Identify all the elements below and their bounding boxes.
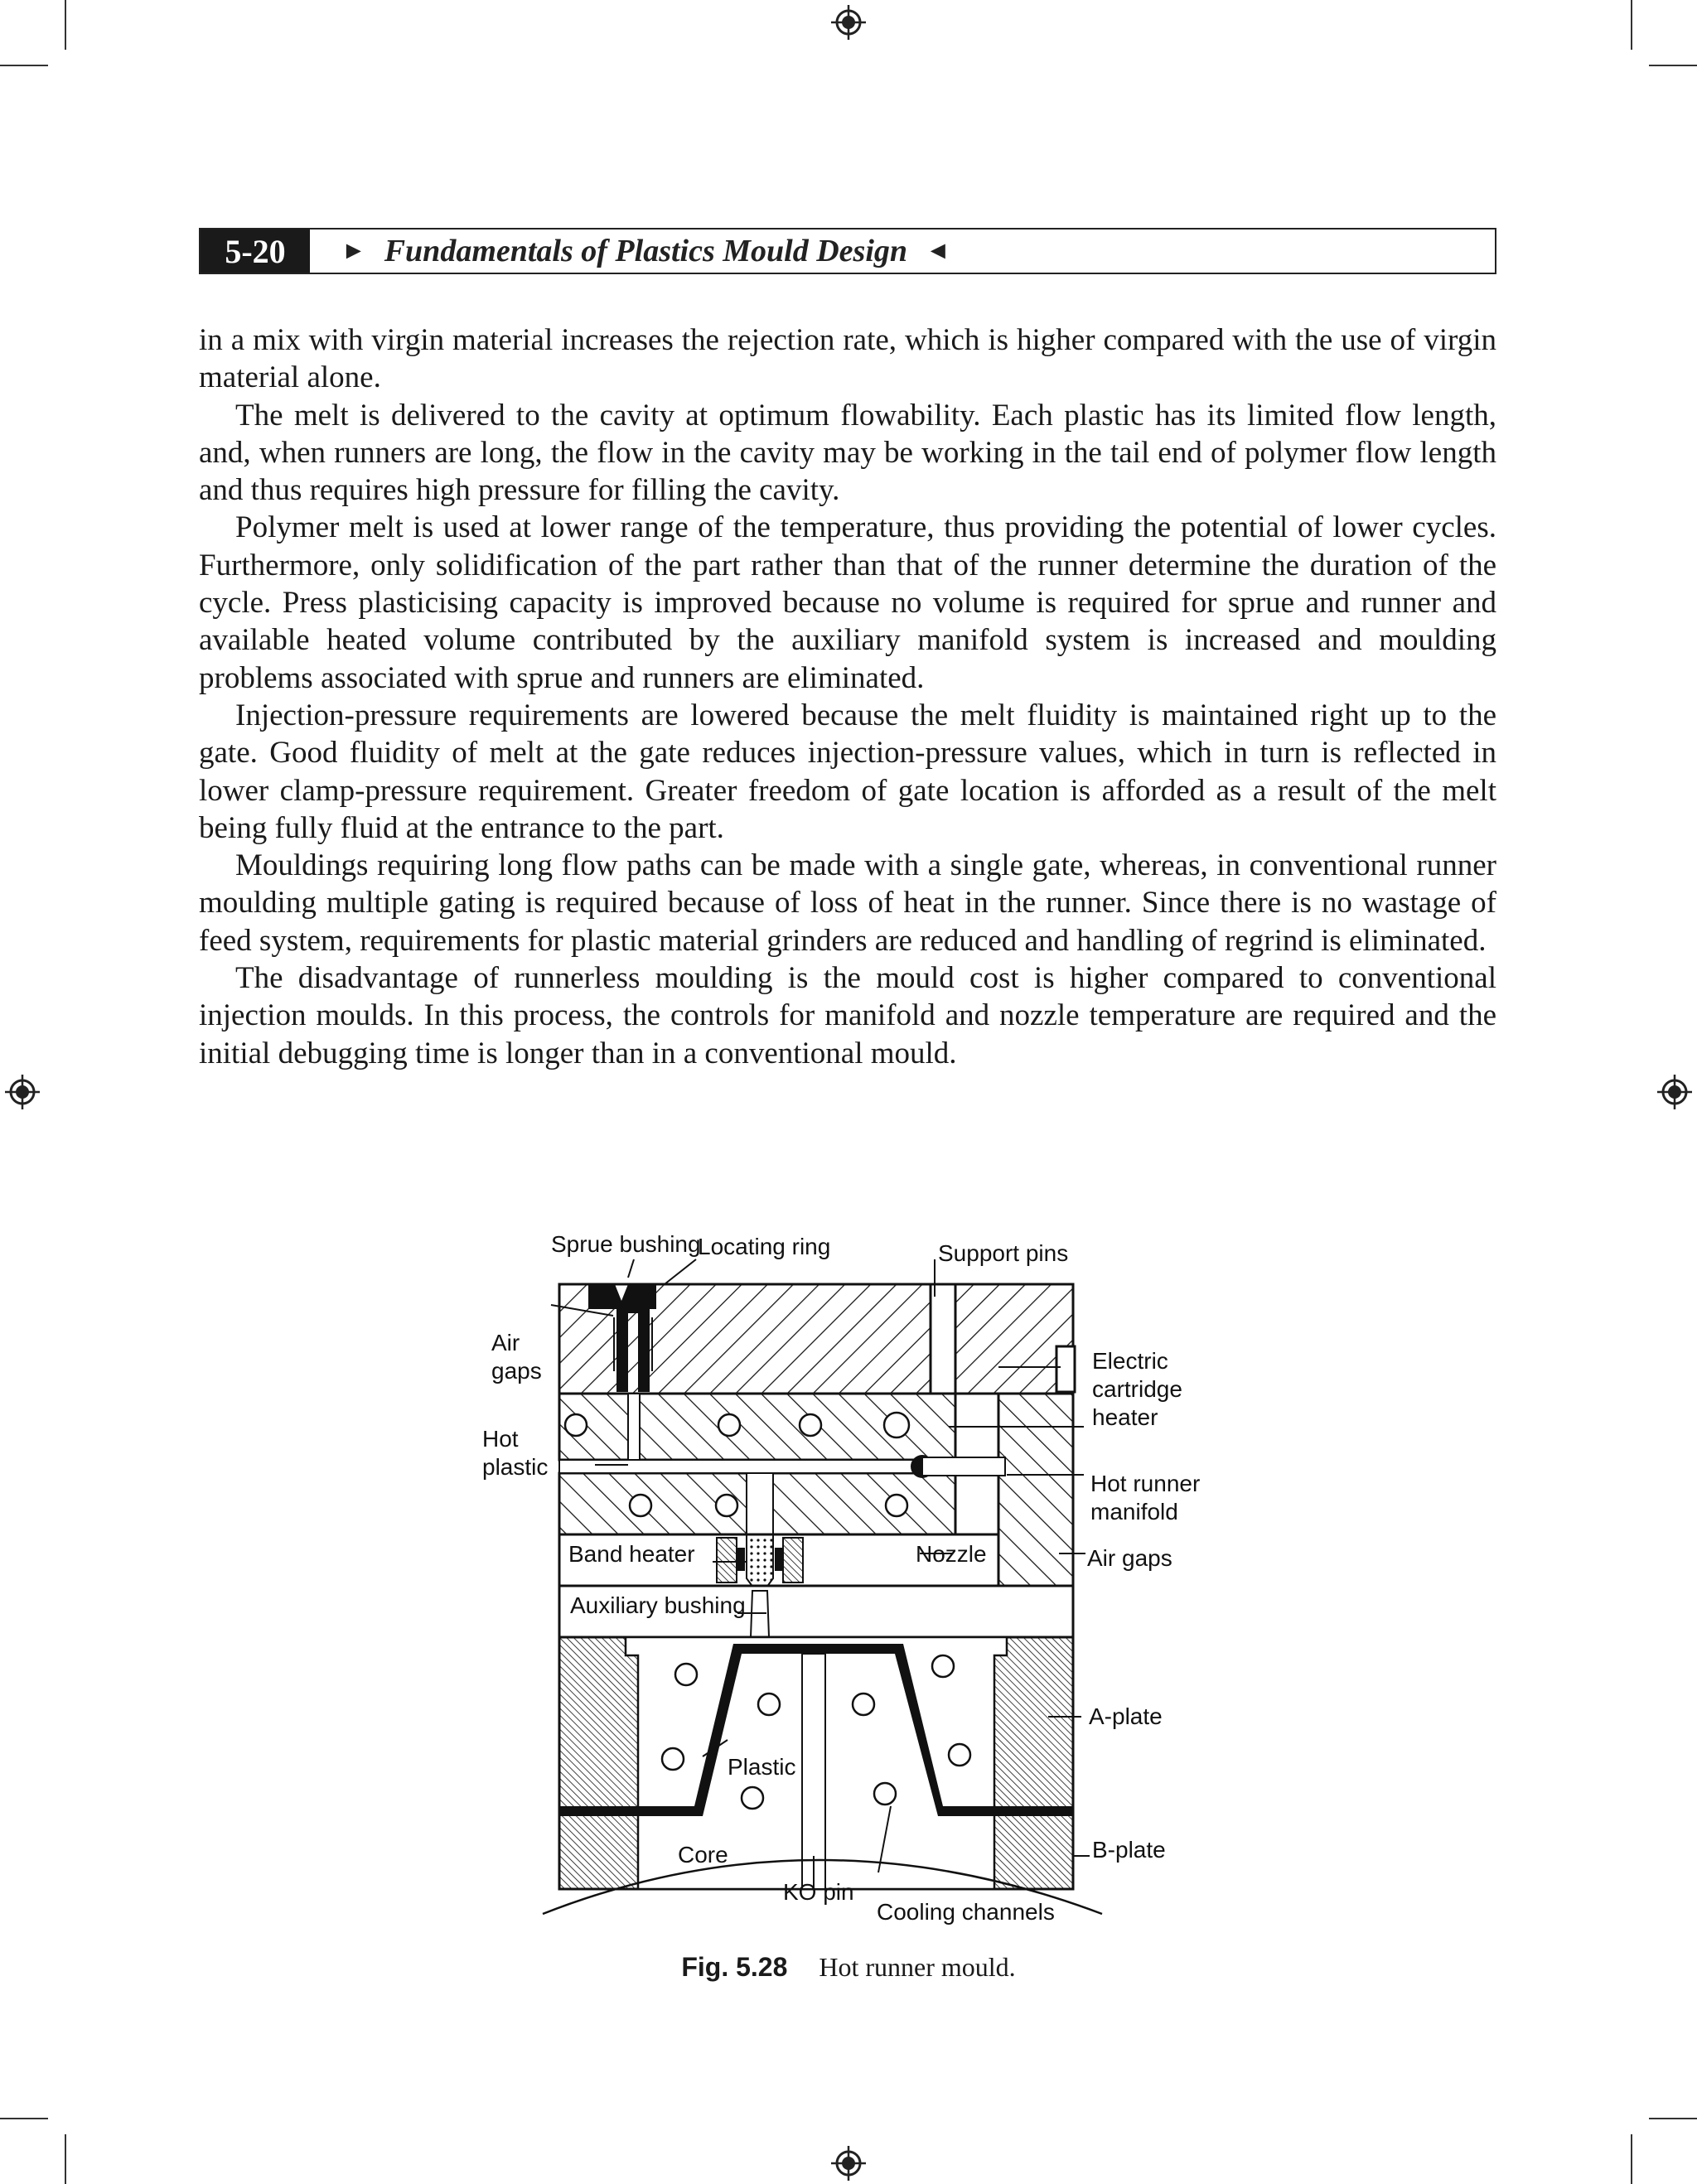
- figure-caption-text: Hot runner mould.: [819, 1952, 1016, 1982]
- melt-channel: [747, 1473, 773, 1534]
- body-text: [199, 321, 1496, 1072]
- label-core: Core: [678, 1842, 728, 1868]
- crop-mark: [0, 65, 48, 66]
- label-electric-cartridge-heater: Electric: [1092, 1348, 1168, 1374]
- paragraph: Mouldings requiring long flow paths can be made with a single gate, whereas, in conventional runner moulding multiple gating is required because of loss of heat in the runner. Since there is no wastage of feed system, requirements for plastic material grinders are reduced and handling of regrind is eliminated.: [199, 848, 1496, 958]
- label-hot-plastic: Hot: [482, 1426, 519, 1452]
- figure-number: Fig. 5.28: [681, 1952, 788, 1982]
- book-title: Fundamentals of Plastics Mould Design: [384, 234, 908, 268]
- right-triangle-icon: ►: [341, 237, 366, 264]
- registration-mark-icon: [1656, 1073, 1694, 1111]
- label-sprue-bushing: Sprue bushing: [551, 1231, 701, 1257]
- crop-mark: [65, 2134, 66, 2184]
- label-ko-pin: KO pin: [783, 1879, 854, 1905]
- support-pin: [931, 1284, 955, 1394]
- band-heater-element: [775, 1548, 783, 1571]
- crop-mark: [1649, 65, 1697, 66]
- registration-mark-icon: [3, 1073, 41, 1111]
- crop-mark: [1631, 2134, 1632, 2184]
- registration-mark-icon: [829, 3, 868, 41]
- nozzle: [747, 1534, 773, 1591]
- paragraph: The melt is delivered to the cavity at optimum flowability. Each plastic has its limited flow length, and, when runners are long, the flow in the cavity may be working in the tail end of polymer flow length and thus requires high pressure for filling the cavity.: [199, 398, 1496, 508]
- running-header: [199, 228, 1496, 274]
- label-air-gaps: gaps: [491, 1358, 542, 1384]
- label-cooling-channels: Cooling channels: [877, 1899, 1055, 1925]
- figure-caption: [0, 1952, 1697, 1983]
- label-nozzle: Nozzle: [916, 1541, 987, 1567]
- label-b-plate: B-plate: [1092, 1837, 1166, 1863]
- label-hot-runner-manifold: Hot runner: [1090, 1471, 1201, 1496]
- band-heater-left: [717, 1538, 737, 1582]
- crop-mark: [1631, 0, 1632, 50]
- mould-diagram: [464, 1226, 1226, 1939]
- label-auxiliary-bushing: Auxiliary bushing: [570, 1592, 746, 1618]
- label-locating-ring: Locating ring: [698, 1234, 831, 1259]
- registration-mark-icon: [829, 2144, 868, 2182]
- manifold-side-block: [998, 1394, 1073, 1586]
- page-number: 5-20: [201, 230, 310, 273]
- paragraph: Polymer melt is used at lower range of the temperature, thus providing the potential of lower cycles. Furthermore, only solidification of the part rather than that of the runner determine the duration of the cycle. Press plasticising capacity is improved because no volume is required for sprue and runner and available heated volume contributed by the auxiliary manifold system is increased and moulding problems associated with sprue and runners are eliminated.: [199, 510, 1496, 695]
- crop-mark: [0, 2118, 48, 2119]
- ko-pin: [802, 1654, 825, 1889]
- hot-runner-mould-figure: [464, 1226, 1226, 1939]
- label-support-pins: Support pins: [938, 1240, 1069, 1266]
- paragraph: Injection-pressure requirements are lowered because the melt fluidity is maintained right up to the gate. Good fluidity of melt at the gate reduces injection-pressure values, which in turn is reflected in lower clamp-pressure requirement. Greater freedom of gate location is afforded as a result of the melt being fully fluid at the entrance to the part.: [199, 698, 1496, 845]
- cartridge-heater-body: [922, 1457, 1005, 1476]
- label-hot-runner-manifold: manifold: [1090, 1499, 1178, 1524]
- crop-mark: [1649, 2118, 1697, 2119]
- paragraph: The disadvantage of runnerless moulding is the mould cost is higher compared to conventional injection moulds. In this process, the controls for manifold and nozzle temperature are required and the initial debugging time is longer than in a conventional mould.: [199, 961, 1496, 1070]
- paragraph: in a mix with virgin material increases the rejection rate, which is higher compared with the use of virgin material alone.: [199, 323, 1496, 395]
- label-a-plate: A-plate: [1089, 1703, 1163, 1729]
- label-air-gaps-right: Air gaps: [1087, 1545, 1172, 1571]
- left-triangle-icon: ◄: [926, 237, 950, 264]
- label-electric-cartridge-heater: heater: [1092, 1404, 1158, 1430]
- band-heater-right: [783, 1538, 803, 1582]
- plate-step: [1056, 1346, 1075, 1392]
- label-hot-plastic: plastic: [482, 1454, 549, 1480]
- band-heater-element: [737, 1548, 745, 1571]
- melt-channel: [559, 1460, 955, 1473]
- label-band-heater: Band heater: [568, 1541, 695, 1567]
- label-electric-cartridge-heater: cartridge: [1092, 1376, 1182, 1402]
- label-plastic: Plastic: [728, 1754, 796, 1780]
- crop-mark: [65, 0, 66, 50]
- label-air-gaps: Air: [491, 1330, 520, 1355]
- book-title-bar: [341, 230, 969, 273]
